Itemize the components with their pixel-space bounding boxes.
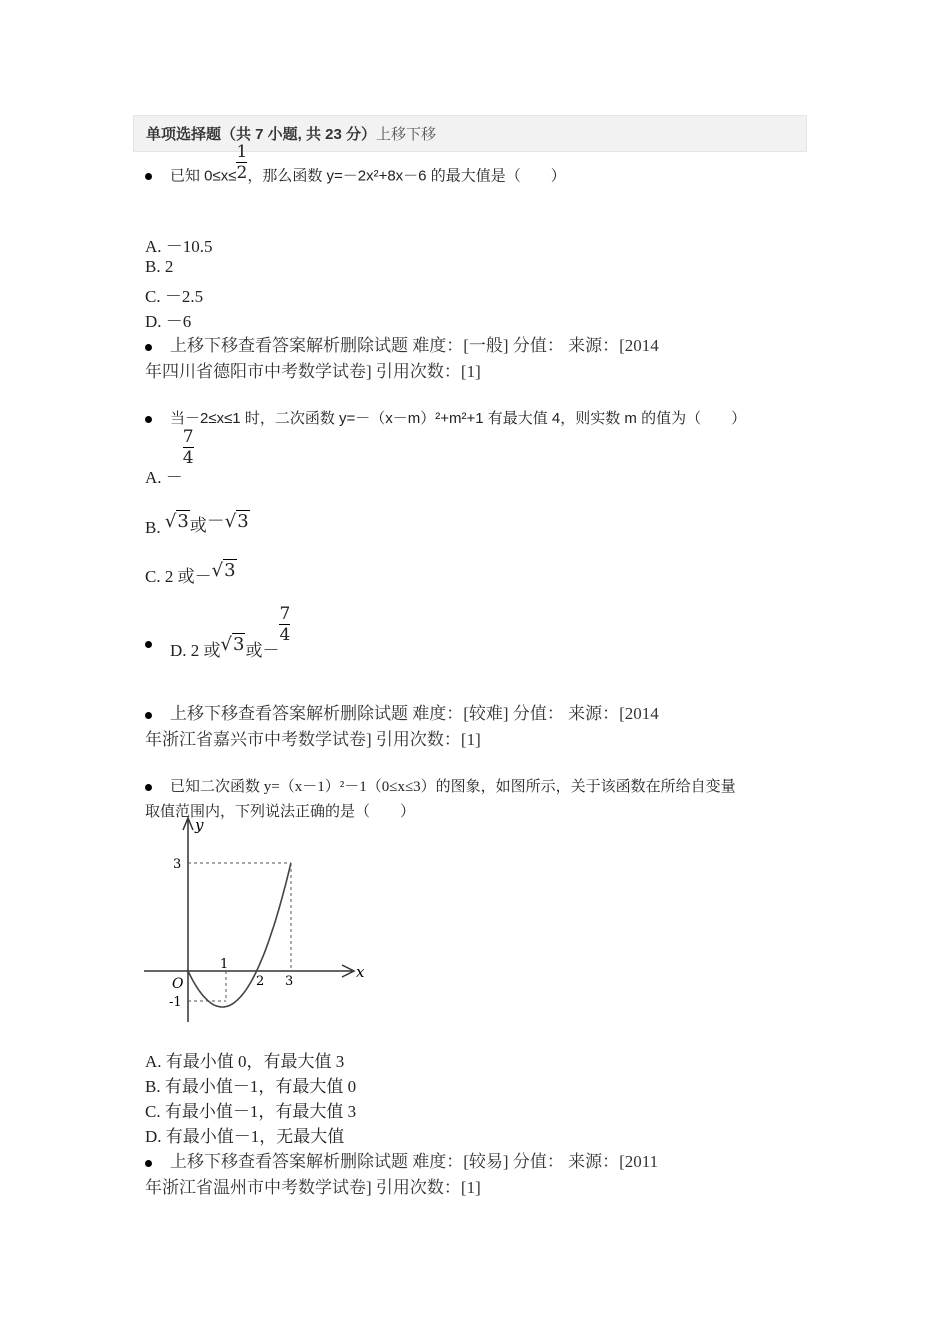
q3-meta-line1 — [145, 1147, 658, 1172]
q3-option-c: C. 有最小值－1，有最大值 3 — [145, 1102, 357, 1121]
section-header — [133, 115, 807, 152]
sqrt-radicand: 3 — [224, 560, 236, 581]
q3-option-d: D. 有最小值－1，无最大值 — [145, 1127, 345, 1146]
q2-meta-actions[interactable]: 上移下移查看答案解析删除试题 难度：[较难] 分值： 来源：[2014 — [170, 704, 659, 723]
q1-meta-line1 — [145, 331, 659, 356]
q1-option-c: C. －2.5 — [145, 287, 204, 306]
q2-option-c — [145, 556, 237, 586]
q2-opt-b-label: B. — [145, 518, 165, 537]
q1-suffix: ，那么函数 y=－2x²+8x－6 的最大值是（ ） — [247, 167, 566, 185]
frac-denominator: 2 — [236, 163, 248, 183]
tick-ym1: -1 — [169, 995, 182, 1010]
frac-numerator: 7 — [182, 427, 194, 447]
bullet-icon — [145, 784, 152, 791]
sqrt-radicand: 3 — [177, 511, 189, 532]
q2-meta-line1 — [145, 699, 659, 724]
q2-opt-d-label: D. 2 或 — [170, 641, 221, 661]
q1-prefix: 已知 0≤x≤ — [170, 167, 237, 185]
sqrt-radicand: 3 — [237, 511, 249, 532]
q3-meta-line2: 年浙江省温州市中考数学试卷] 引用次数：[1] — [145, 1178, 481, 1197]
bullet-icon — [145, 1160, 152, 1167]
question-3-stem-line1 — [145, 775, 736, 796]
bullet-icon — [145, 173, 152, 180]
bullet-icon — [145, 712, 152, 719]
q2-or: 或 — [189, 516, 207, 535]
sqrt-three: √3 — [164, 511, 189, 532]
question-2-stem — [145, 407, 746, 428]
q2-opt-c-label: C. 2 或－ — [145, 567, 212, 586]
q3-option-b: B. 有最小值－1，有最大值 0 — [145, 1077, 357, 1096]
frac-numerator: 7 — [279, 604, 291, 624]
fraction-seven-fourths — [279, 605, 290, 644]
y-axis-label: y — [195, 816, 204, 834]
sqrt-three: √3 — [211, 560, 236, 581]
sqrt-radicand: 3 — [233, 634, 245, 656]
fraction-seven-fourths — [183, 428, 194, 467]
q2-meta-line2: 年浙江省嘉兴市中考数学试卷] 引用次数：[1] — [145, 730, 481, 749]
sqrt-three: √3 — [220, 634, 245, 656]
q1-option-a: A. －10.5 — [145, 237, 213, 256]
q3-option-a: A. 有最小值 0，有最大值 3 — [145, 1052, 345, 1071]
q2-opt-a-label: A. － — [145, 468, 183, 488]
section-move-ops[interactable]: 上移下移 — [376, 126, 437, 143]
tick-y3: 3 — [173, 857, 182, 872]
question-3-stem-line2: 取值范围内，下列说法正确的是（ ） — [145, 804, 416, 820]
tick-x1: 1 — [220, 957, 229, 972]
bullet-icon — [145, 344, 152, 351]
section-title: 单项选择题（共 7 小题, 共 23 分） — [146, 126, 377, 143]
q1-meta-line2: 年四川省德阳市中考数学试卷] 引用次数：[1] — [145, 362, 481, 381]
frac-numerator: 1 — [236, 142, 248, 162]
q2-stem-text: 当－2≤x≤1 时，二次函数 y=－（x－m）²+m²+1 有最大值 4，则实数 m 的值为（ ） — [170, 410, 747, 427]
x-axis-label: x — [356, 963, 365, 981]
q2-or-neg: 或－ — [245, 641, 280, 661]
q2-option-b — [145, 507, 250, 537]
q2-option-a — [145, 427, 194, 488]
q1-option-b: B. 2 — [145, 257, 174, 276]
parabola-graph — [140, 812, 380, 1027]
parabola-curve — [188, 863, 294, 1007]
question-1-stem — [145, 142, 566, 196]
origin-label: O — [172, 976, 184, 992]
neg-sqrt-three: －√3 — [206, 511, 249, 532]
frac-denominator: 4 — [279, 625, 291, 645]
bullet-icon — [145, 416, 152, 423]
q1-option-d: D. －6 — [145, 312, 192, 331]
q3-meta-actions[interactable]: 上移下移查看答案解析删除试题 难度：[较易] 分值： 来源：[2011 — [170, 1152, 659, 1171]
fraction-one-half — [236, 143, 247, 182]
bullet-icon — [145, 641, 152, 648]
tick-x3: 3 — [285, 974, 294, 989]
neg-sign: － — [206, 511, 225, 532]
tick-x2: 2 — [256, 974, 265, 989]
q3-stem-text: 已知二次函数 y=（x－1）²－1（0≤x≤3）的图象，如图所示，关于该函数在所给自变量 — [170, 779, 736, 795]
q2-option-d — [145, 604, 291, 661]
frac-denominator: 4 — [182, 448, 194, 468]
q1-meta-actions[interactable]: 上移下移查看答案解析删除试题 难度：[一般] 分值： 来源：[2014 — [170, 336, 659, 355]
